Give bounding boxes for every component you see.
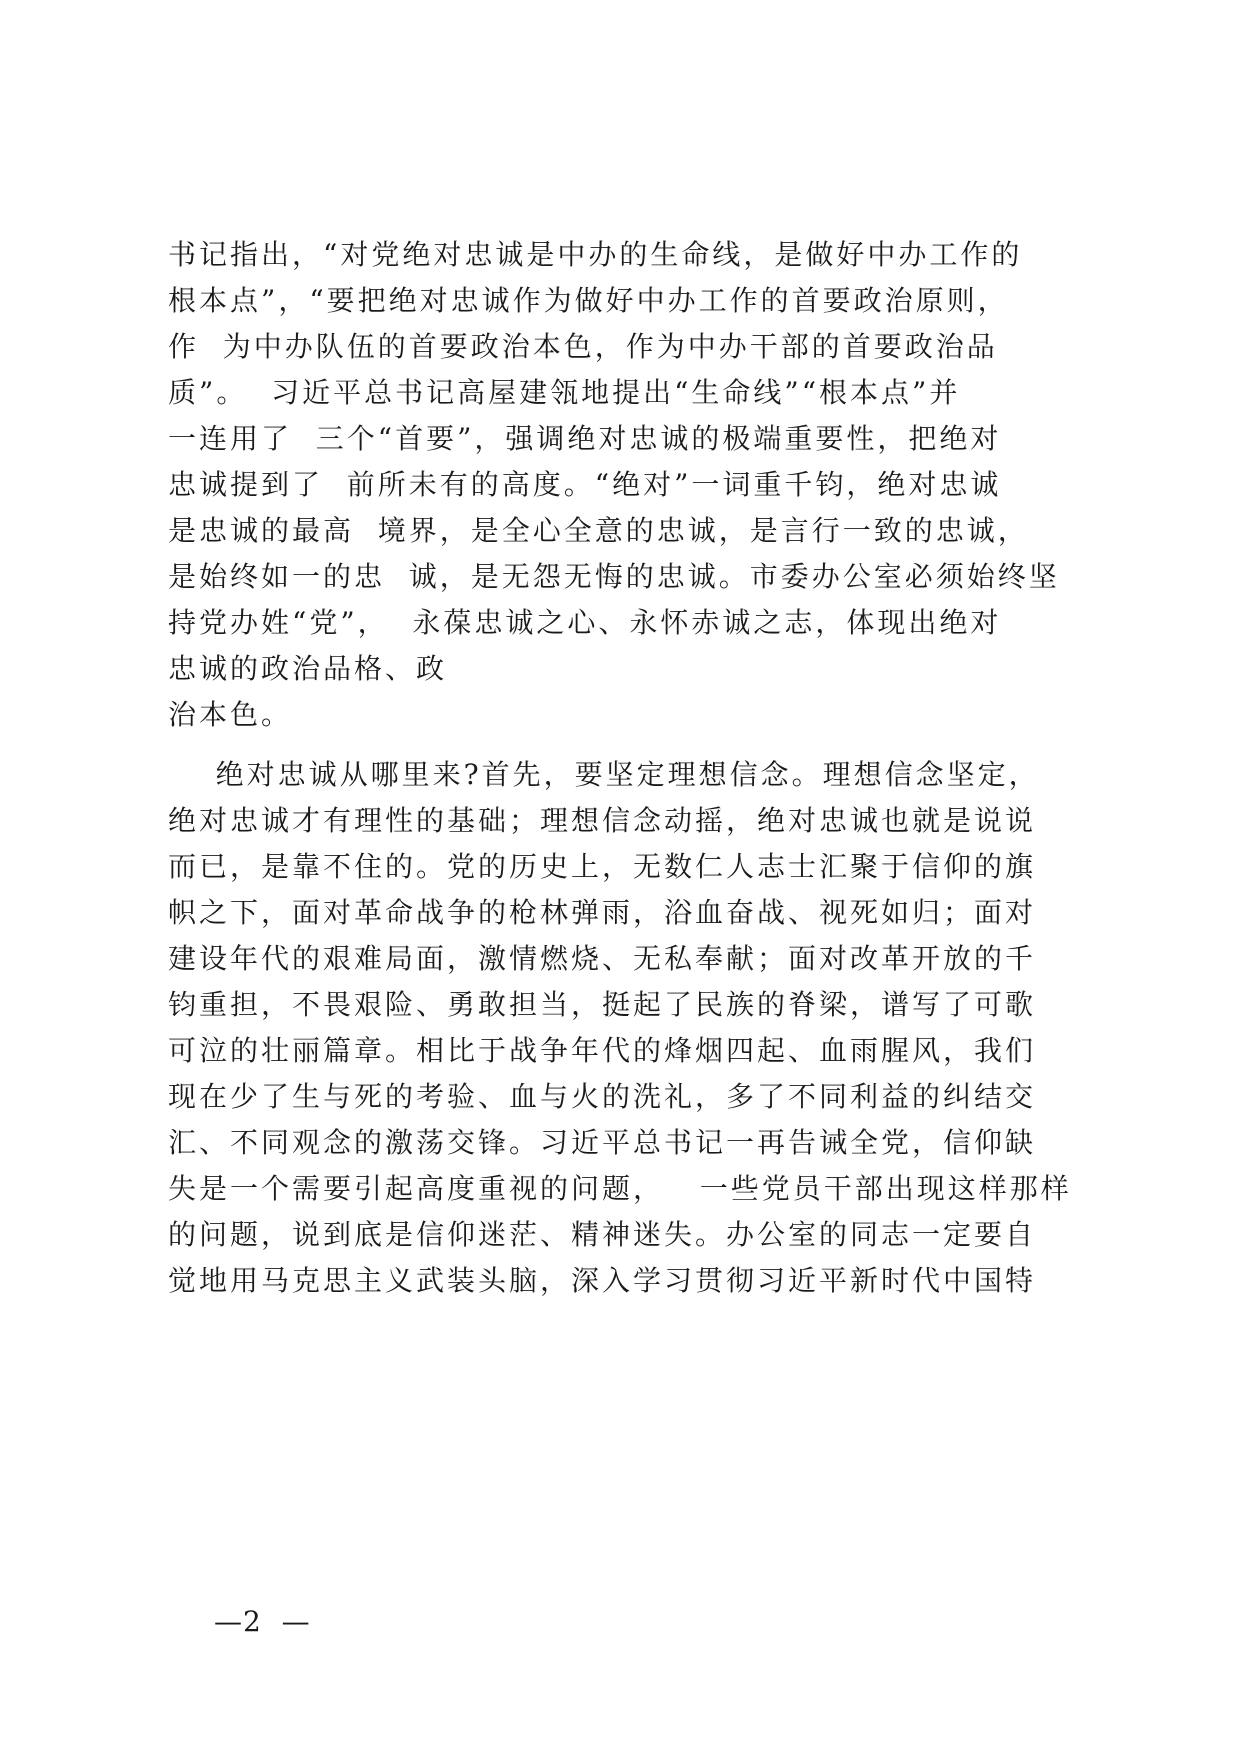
paragraph-gap: [168, 738, 1088, 752]
paragraph-2: [168, 752, 1088, 1304]
paragraph-1: [168, 232, 1088, 738]
text-line: 钧重担，不畏艰险、勇敢担当，挺起了民族的脊梁，谱写了可歌: [168, 988, 1037, 1021]
text-line: 的问题，说到底是信仰迷茫、精神迷失。办公室的同志一定要自: [168, 1218, 1037, 1251]
text-line: 治本色。: [168, 698, 293, 731]
text-line: 觉地用马克思主义武装头脑，深入学习贯彻习近平新时代中国特: [168, 1264, 1037, 1297]
text-line: 现在少了生与死的考验、血与火的洗礼，多了不同利益的纠结交: [168, 1080, 1037, 1113]
text-line: 忠诚提到了 前所未有的高度。“绝对”一词重千钧，绝对忠诚: [168, 468, 1002, 501]
text-line: 是忠诚的最高 境界，是全心全意的忠诚，是言行一致的忠诚，: [168, 514, 1029, 547]
text-line: 绝对忠诚从哪里来?首先，要坚定理想信念。理想信念坚定，: [168, 758, 1040, 791]
text-line: 书记指出，“对党绝对忠诚是中办的生命线，是做好中办工作的: [168, 238, 1023, 271]
text-line: 汇、不同观念的激荡交锋。习近平总书记一再告诫全党，信仰缺: [168, 1126, 1037, 1159]
text-line: 根本点”，“要把绝对忠诚作为做好中办工作的首要政治原则，: [168, 284, 1009, 317]
text-line: 是始终如一的忠 诚，是无怨无悔的忠诚。市委办公室必须始终坚: [168, 560, 1060, 593]
text-line: 作 为中办队伍的首要政治本色，作为中办干部的首要政治品: [168, 330, 998, 363]
text-line: 而已，是靠不住的。党的历史上，无数仁人志士汇聚于信仰的旗: [168, 850, 1037, 883]
text-line: 忠诚的政治品格、政: [168, 652, 448, 685]
text-line: 建设年代的艰难局面，激情燃烧、无私奉献；面对改革开放的千: [168, 942, 1037, 975]
text-line: 帜之下，面对革命战争的枪林弹雨，浴血奋战、视死如归；面对: [168, 896, 1037, 929]
text-line: 持党办姓“党”， 永葆忠诚之心、永怀赤诚之志，体现出绝对: [168, 606, 1002, 639]
body-text: [168, 232, 1088, 1304]
text-line: 质”。 习近平总书记高屋建瓴地提出“生命线”“根本点”并: [168, 376, 961, 409]
text-line: 失是一个需要引起高度重视的问题， 一些党员干部出现这样那样: [168, 1172, 1072, 1205]
text-line: 可泣的壮丽篇章。相比于战争年代的烽烟四起、血雨腥风，我们: [168, 1034, 1037, 1067]
text-line: 一连用了 三个“首要”，强调绝对忠诚的极端重要性，把绝对: [168, 422, 1002, 455]
page-number: —2 —: [214, 1605, 311, 1638]
text-line: 绝对忠诚才有理性的基础；理想信念动摇，绝对忠诚也就是说说: [168, 804, 1037, 837]
